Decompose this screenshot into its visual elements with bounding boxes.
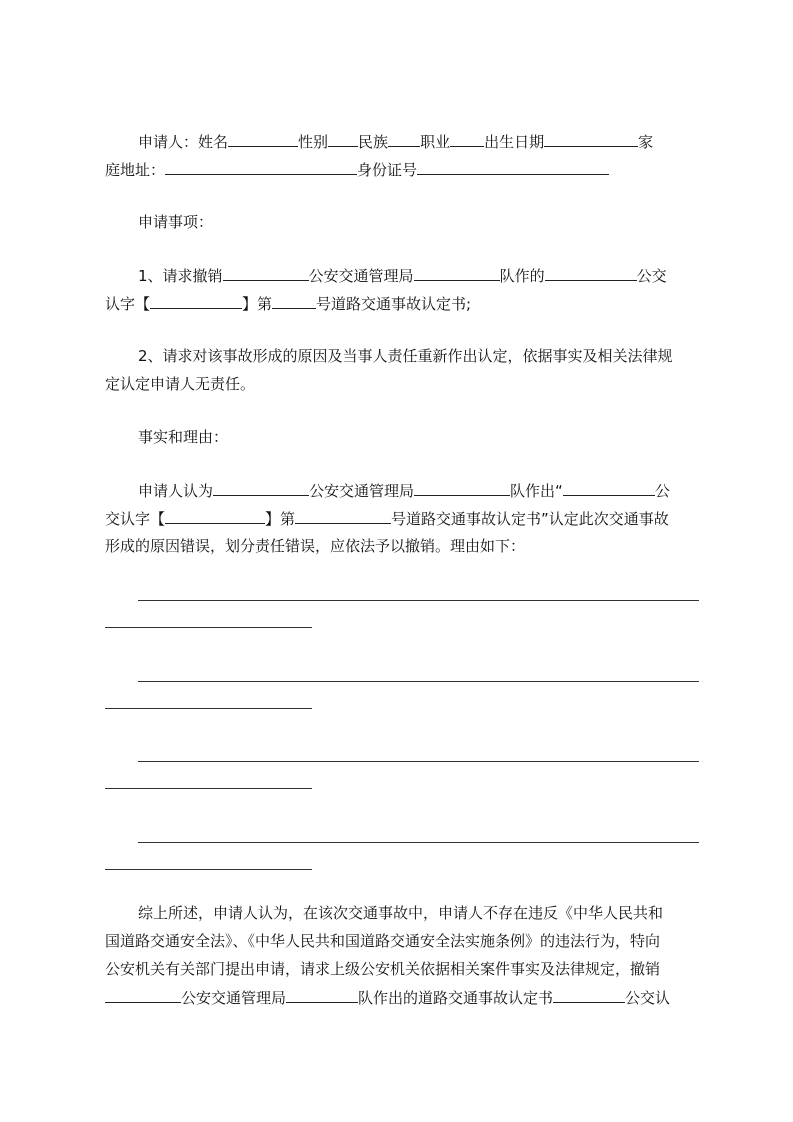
- item1-city-blank[interactable]: [223, 265, 309, 281]
- facts-bureau: 公安交通管理局: [309, 482, 415, 500]
- facts-cert-blank[interactable]: [563, 480, 655, 496]
- facts-year-blank[interactable]: [165, 508, 265, 524]
- name-label: 姓名: [198, 133, 229, 151]
- reason-line-4b[interactable]: [105, 869, 312, 870]
- address-blank[interactable]: [165, 159, 357, 175]
- occupation-blank[interactable]: [450, 131, 484, 147]
- facts-prefix: 申请人认为: [138, 482, 214, 500]
- reason-line-4a[interactable]: [138, 842, 699, 843]
- item1-team: 队作的: [499, 267, 545, 285]
- item1-number-blank[interactable]: [272, 293, 316, 309]
- facts-line-2: [105, 508, 669, 528]
- conclusion-line-3: 公安机关有关部门提出申请，请求上级公安机关依据相关案件事实及法律规定，撤销: [105, 960, 661, 978]
- facts-team-blank[interactable]: [414, 480, 510, 496]
- ethnicity-blank[interactable]: [388, 131, 420, 147]
- item1-bracket-close: 】第: [242, 295, 273, 313]
- item2-line-2: 定认定申请人无责任。: [105, 375, 256, 393]
- item1-bureau: 公安交通管理局: [308, 267, 414, 285]
- item1-cert-a: 公交: [636, 267, 667, 285]
- reason-line-3a[interactable]: [138, 761, 699, 762]
- facts-line-3: 形成的原因错误，划分责任错误，应依法予以撤销。理由如下：: [105, 537, 526, 555]
- matters-heading: 申请事项：: [138, 213, 214, 231]
- id-blank[interactable]: [417, 159, 609, 175]
- facts-cert-a: 公: [654, 482, 670, 500]
- facts-team: 队作出“: [510, 482, 563, 500]
- conclusion-cert-blank[interactable]: [553, 987, 625, 1003]
- item1-doc: 号道路交通事故认定书;: [316, 295, 472, 313]
- facts-number-blank[interactable]: [295, 508, 391, 524]
- item1-line-2: [105, 293, 471, 313]
- facts-heading: 事实和理由：: [138, 428, 229, 446]
- reason-line-3b[interactable]: [105, 788, 312, 789]
- conclusion-line-2: 国道路交通安全法》、《中华人民共和国道路交通安全法实施条例》的违法行为，特向: [105, 932, 661, 950]
- applicant-line-1: [138, 131, 653, 151]
- ethnicity-label: 民族: [358, 133, 389, 151]
- facts-bracket-close: 】第: [265, 510, 296, 528]
- reason-line-2a[interactable]: [138, 681, 699, 682]
- item1-cert-blank[interactable]: [545, 265, 637, 281]
- name-blank[interactable]: [228, 131, 298, 147]
- reason-line-2b[interactable]: [105, 708, 312, 709]
- item1-year-blank[interactable]: [150, 293, 242, 309]
- conclusion-cert: 公交认: [625, 989, 671, 1007]
- occupation-label: 职业: [420, 133, 451, 151]
- facts-line-1: [138, 480, 670, 500]
- facts-city-blank[interactable]: [213, 480, 309, 496]
- facts-doc: 号道路交通事故认定书”认定此次交通事故: [391, 510, 669, 528]
- reason-line-1b[interactable]: [105, 627, 312, 628]
- applicant-line-2: [105, 159, 609, 179]
- gender-blank[interactable]: [328, 131, 358, 147]
- conclusion-bureau: 公安交通管理局: [181, 989, 287, 1007]
- facts-cert-b: 交认字【: [105, 510, 166, 528]
- item1-prefix: 1、请求撤销: [138, 267, 223, 285]
- reason-line-1a[interactable]: [138, 600, 699, 601]
- gender-label: 性别: [298, 133, 329, 151]
- item1-team-blank[interactable]: [414, 265, 500, 281]
- item2-line-1: 2、请求对该事故形成的原因及当事人责任重新作出认定，依据事实及相关法律规: [138, 347, 673, 365]
- address-label-b: 庭地址：: [105, 161, 166, 179]
- applicant-label: 申请人：: [138, 133, 199, 151]
- item1-cert-b: 认字【: [105, 295, 151, 313]
- item1-line-1: [138, 265, 667, 285]
- conclusion-line-4: [105, 987, 670, 1007]
- conclusion-team: 队作出的道路交通事故认定书: [358, 989, 554, 1007]
- id-label: 身份证号: [357, 161, 418, 179]
- conclusion-line-1: 综上所述，申请人认为，在该次交通事故中，申请人不存在违反《中华人民共和: [138, 904, 664, 922]
- conclusion-team-blank[interactable]: [286, 987, 358, 1003]
- birth-blank[interactable]: [544, 131, 638, 147]
- address-label-a: 家: [638, 133, 654, 151]
- birth-label: 出生日期: [484, 133, 545, 151]
- conclusion-city-blank[interactable]: [105, 987, 181, 1003]
